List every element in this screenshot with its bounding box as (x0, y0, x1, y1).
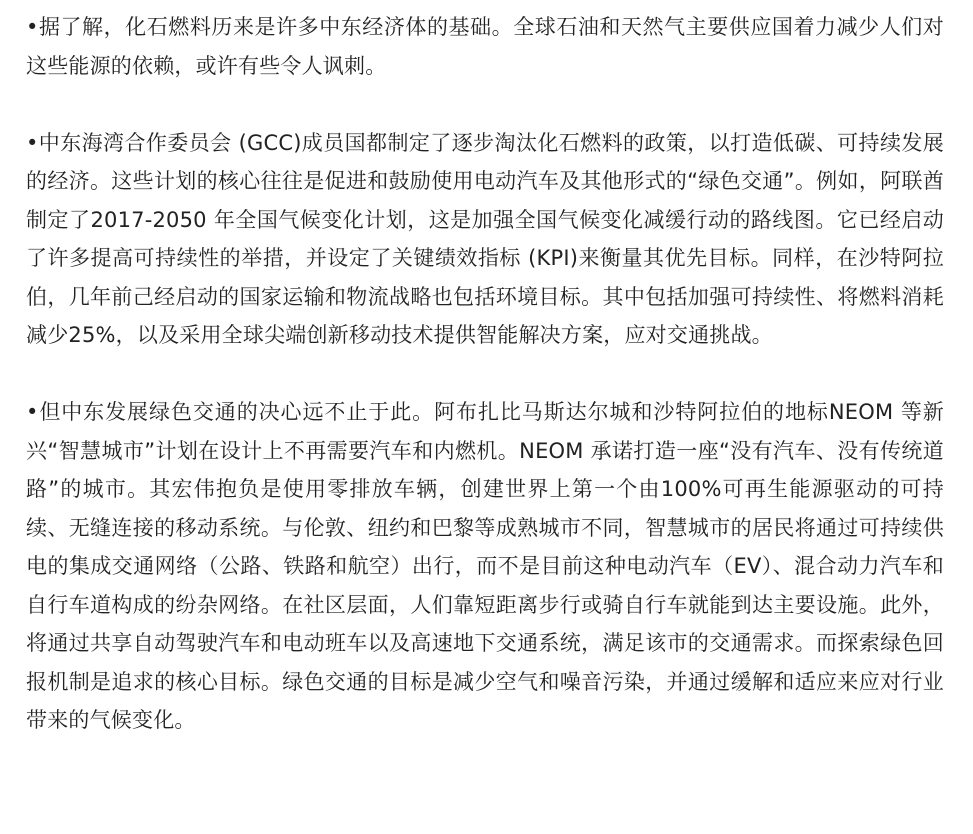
paragraph-spacer (26, 355, 944, 394)
paragraph-fossil-fuels: •据了解，化石燃料历来是许多中东经济体的基础。全球石油和天然气主要供应国着力减少人们对这些能源的依赖，或许有些令人讽刺。 (26, 15, 944, 78)
paragraph-smart-cities: •但中东发展绿色交通的决心远不止于此。阿布扎比马斯达尔城和沙特阿拉伯的地标NEOM 等新兴“智慧城市”计划在设计上不再需要汽车和内燃机。NEOM 承诺打造一座“没有汽车、没有传统道路”的城市。其宏伟抱负是使用零排放车辆，创建世界上第一个由100%可再生能源驱动的可持续、无缝连接的移动系统。与伦敦、纽约和巴黎等成熟城市不同，智慧城市的居民将通过可持续供电的集成交通网络（公路、铁路和航空）出行，而不是目前这种电动汽车（EV）、混合动力汽车和自行车道构成的纷杂网络。在社区层面，人们靠短距离步行或骑自行车就能到达主要设施。此外，将通过共享自动驾驶汽车和电动班车以及高速地下交通系统，满足该市的交通需求。而探索绿色回报机制是追求的核心目标。绿色交通的目标是减少空气和噪音污染，并通过缓解和适应来应对行业带来的气候变化。 (26, 400, 944, 732)
paragraph-spacer (26, 85, 944, 124)
article-body (26, 8, 944, 740)
paragraph-gcc-policies: •中东海湾合作委员会 (GCC)成员国都制定了逐步淘汰化石燃料的政策，以打造低碳、可持续发展的经济。这些计划的核心往往是促进和鼓励使用电动汽车及其他形式的“绿色交通”。例如，阿联酋制定了2017-2050 年全国气候变化计划，这是加强全国气候变化减缓行动的路线图。它已经启动了许多提高可持续性的举措，并设定了关键绩效指标 (KPI)来衡量其优先目标。同样，在沙特阿拉伯，几年前己经启动的国家运输和物流战略也包括环境目标。其中包括加强可持续性、将燃料消耗减少25%，以及采用全球尖端创新移动技术提供智能解决方案，应对交通挑战。 (26, 130, 944, 347)
